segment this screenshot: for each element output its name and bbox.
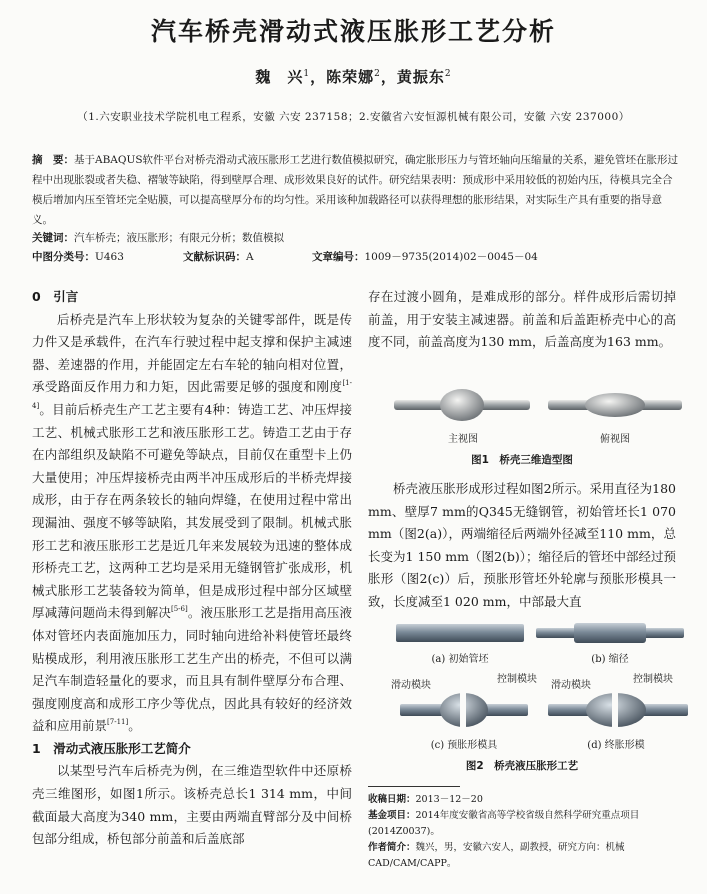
- fund-info: [368, 808, 690, 840]
- author-list: [0, 66, 707, 87]
- received-date: [368, 792, 690, 808]
- keywords-text: 汽车桥壳；液压胀形；有限元分析；数值模拟: [74, 232, 284, 244]
- clc-number: [32, 249, 124, 264]
- article-label: 文章编号：: [312, 251, 365, 263]
- intro-paragraph: [32, 309, 352, 738]
- clc-value: U463: [95, 251, 124, 263]
- doc-value: A: [246, 251, 254, 263]
- fig2-slide-label: 滑动模块: [391, 680, 431, 691]
- doc-code: [183, 249, 254, 264]
- axle-front-view: [394, 389, 530, 421]
- fig2-control-label: 控制模块: [633, 674, 673, 685]
- citation: [5-6]: [170, 605, 188, 614]
- bio-label: 作者简介：: [368, 842, 416, 853]
- process-paragraph: 以某型号汽车后桥壳为例，在三维造型软件中还原桥壳三维图形，如图1所示。该桥壳总长1 314 mm，中间截面最大高度为340 mm，主要由两端直臂部分及中间桥包部分组成，桥包部分前盖和后盖底部: [32, 763, 352, 847]
- abstract: [32, 150, 680, 230]
- article-value: 1009－9735(2014)02－0045－04: [364, 251, 538, 263]
- affiliation: （1.六安职业技术学院机电工程系，安徽 六安 237158；2.安徽省六安恒源机械有限公司，安徽 六安 237000）: [77, 111, 630, 123]
- intro-text: 后桥壳是汽车上形状较为复杂的关键零部件，既是传力件又是承载件，在汽车行驶过程中起支撑和保护主减速器、差速器的作用，并能固定左右车轮的轴向相对位置，承受路面反作用力和力矩，因此需要足够的强度和刚度: [32, 311, 352, 395]
- author-affil-mark: 1: [303, 69, 311, 79]
- fig2-label-c: (c) 预胀形模具: [430, 740, 498, 751]
- intro-text: 。液压胀形工艺是指用高压液体对管坯内表面施加压力，同时轴向进给补料使管坯最终贴模成形，利用液压胀形工艺生产出的桥壳，不但可以满足汽车制造轻量化的要求，而且具有制件壁厚分布合理、强度刚度高和成形工序少等优点，因此具有较好的经济效益和应用前景: [32, 605, 352, 734]
- fund-value: 2014年度安徽省高等学校省级自然科学研究重点项目(2014Z0037)。: [368, 810, 640, 837]
- intro-text: 。目前后桥壳生产工艺主要有4种：铸造工艺、冲压焊接工艺、机械式胀形工艺和液压胀形工艺。铸造工艺由于存在内部组织及缺陷不可避免等缺点，目前仅在重型卡上仍大量使用；冲压焊接桥壳由两半冲压成形后的半桥壳焊接成形，由于存在两条较长的轴向焊缝，在使用过程中常出现漏油、强度不够等缺陷，其发展受到了限制。机械式胀形工艺和液压胀形工艺是近几年来发展较为迅速的整体成形桥壳工艺，这两种工艺均是采用无缝钢管扩张成形，机械式胀形工艺装备较为简单，但是成形过程中部分区域壁厚减薄问题尚未得到解决: [32, 401, 352, 621]
- citation: [7-11]: [107, 718, 129, 727]
- author-bio: [368, 840, 690, 872]
- section-heading-process: 1 滑动式液压胀形工艺简介: [32, 740, 191, 756]
- final-bulging-die: [548, 692, 688, 728]
- fig1-sub-top: 俯视图: [600, 434, 630, 445]
- figure-1-axle-views: [392, 388, 692, 424]
- figure-1-caption: 图1 桥壳三维造型图: [471, 454, 573, 466]
- received-label: 收稿日期：: [368, 794, 416, 805]
- article-number: [312, 249, 538, 264]
- author-name: 黄振东: [396, 68, 445, 86]
- fig2-label-b: (b) 缩径: [591, 654, 629, 665]
- fig1-sub-front: 主视图: [448, 434, 478, 445]
- initial-tube: [396, 624, 524, 642]
- keywords-label: 关键词：: [32, 232, 74, 244]
- clc-label: 中图分类号：: [32, 251, 95, 263]
- continued-paragraph: 存在过渡小圆角，是难成形的部分。样件成形后需切掉前盖，用于安装主减速器。前盖和后盖距桥壳中心的高度不同，前盖高度为130 mm，后盖高度为163 mm。: [368, 289, 676, 350]
- author-affil-mark: 2: [374, 69, 381, 79]
- citation: [1-4]: [32, 379, 352, 410]
- abstract-label: 摘 要：: [32, 154, 74, 166]
- footnotes: [368, 792, 690, 872]
- author-name: 陈荣娜: [326, 68, 375, 86]
- right-column-text-a: [368, 286, 676, 354]
- left-column: [32, 286, 352, 851]
- paper-title: 汽车桥壳滑动式液压胀形工艺分析: [150, 17, 556, 46]
- footnote-divider: [368, 786, 460, 787]
- bio-value: 魏兴，男，安徽六安人，副教授，研究方向：机械CAD/CAM/CAPP。: [368, 842, 625, 869]
- reduced-tube: [536, 623, 684, 643]
- section-heading-intro: 0 引言: [32, 289, 79, 304]
- fig2-label-a: (a) 初始管坯: [431, 654, 489, 665]
- right-column-text-b: [368, 478, 676, 614]
- fig2-label-d: (d) 终胀形模: [587, 740, 645, 751]
- author-affil-mark: 2: [444, 69, 452, 79]
- received-value: 2013－12－20: [415, 794, 483, 805]
- author-separator: ，: [310, 68, 327, 86]
- pre-bulging-die: [400, 692, 528, 728]
- figure-2-dies-cd: [400, 690, 690, 730]
- process-description: 桥壳液压胀形成形过程如图2所示。采用直径为180 mm、壁厚7 mm的Q345无缝钢管，初始管坯长1 070 mm（图2(a)），两端缩径后两端外径减至110 mm，总长变为1 150 mm（图2(b)）；缩径后的管坯中部经过预胀形（图2(c)）后，预胀形管坯外轮廓与预胀形模具一致，长度减至1 020 mm，中部最大直: [368, 481, 676, 609]
- figure-2-caption: 图2 桥壳液压胀形工艺: [465, 760, 579, 772]
- axle-top-view: [548, 393, 682, 417]
- author-name: 魏 兴: [255, 68, 304, 86]
- fig2-control-label: 控制模块: [497, 674, 537, 685]
- fund-label: 基金项目：: [368, 810, 416, 821]
- doc-label: 文献标识码：: [183, 251, 246, 263]
- fig2-slide-label: 滑动模块: [551, 680, 591, 691]
- figure-2-tubes-ab: [396, 620, 686, 646]
- abstract-text: 基于ABAQUS软件平台对桥壳滑动式液压胀形工艺进行数值模拟研究，确定胀形压力与管坯轴向压缩量的关系，避免管坯在胀形过程中出现胀裂或者失稳、褶皱等缺陷，得到壁厚合理、成形效果良好的试件。研究结果表明：预成形中采用较低的初始内压，待模具完全合模后增加内压至管坯完全贴膜，可以提高壁厚分布的均匀性。采用该种加载路径可以获得理想的胀形结果，对实际生产具有重要的指导意义。: [32, 154, 679, 226]
- intro-text: 。: [128, 718, 141, 734]
- keywords: [32, 230, 284, 245]
- author-separator: ，: [380, 68, 397, 86]
